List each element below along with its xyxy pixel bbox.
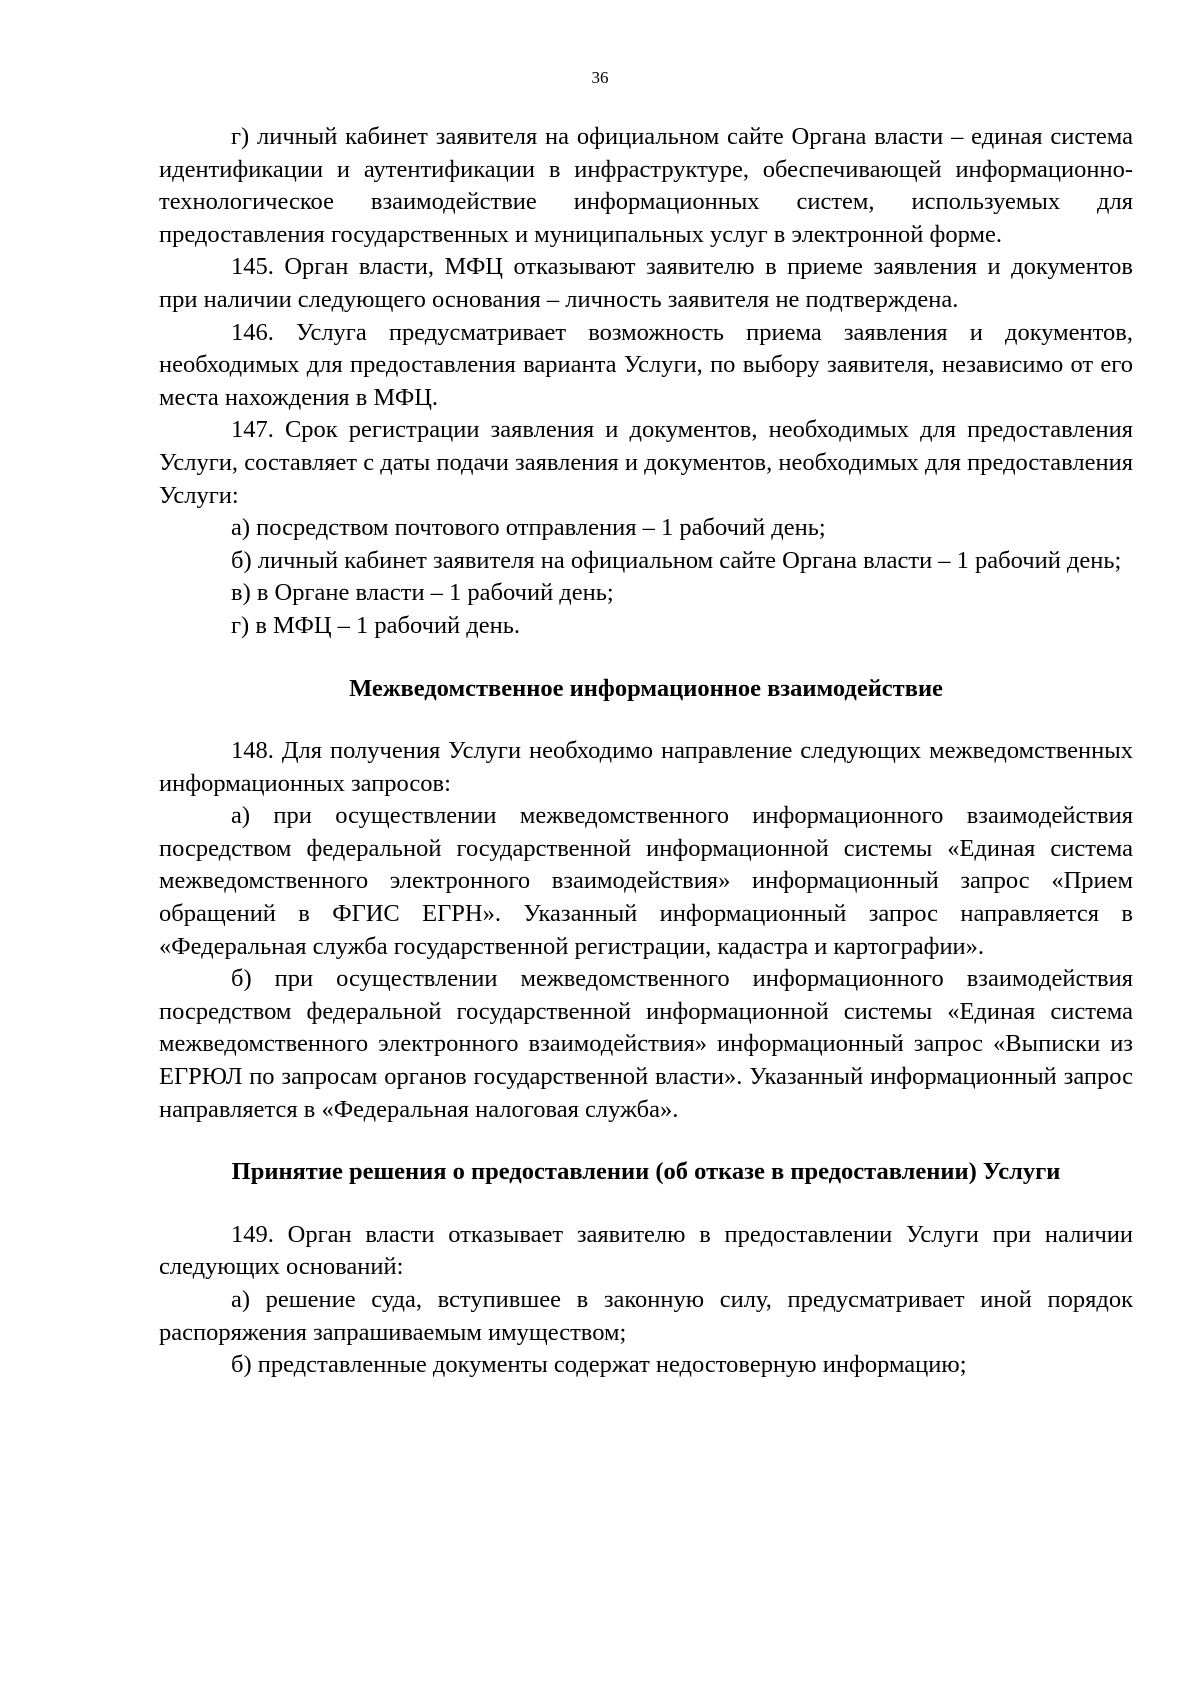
paragraph-149-item-a: а) решение суда, вступившее в законную силу, предусматривает иной порядок распоряжения запрашиваемым имуществом; [159,1286,1133,1346]
paragraph-148-item-b: б) при осуществлении межведомственного информационного взаимодействия посредством федеральной государственной информационной системы «Единая система межведомственного электронного взаимодействия» информационный запрос «Выписки из ЕГРЮЛ по запросам органов государственной власти». Указанный информационный запрос направляется в «Федеральная налоговая служба». [159,965,1133,1123]
paragraph-149-item-b: б) представленные документы содержат недостоверную информацию; [231,1351,967,1379]
page-number: 36 [591,68,609,87]
paragraph-147-item-b: б) личный кабинет заявителя на официальном сайте Органа власти – 1 рабочий день; [231,546,1122,574]
paragraph-147-item-g: г) в МФЦ – 1 рабочий день. [231,611,521,639]
paragraph-147-item-v: в) в Органе власти – 1 рабочий день; [231,579,614,607]
spacer [159,705,1133,735]
paragraph-145: 145. Орган власти, МФЦ отказывают заявителю в приеме заявления и документов при наличии следующего основания – личность заявителя не подтверждена. [159,253,1133,313]
document-body [159,121,1133,1382]
spacer [159,1126,1133,1156]
paragraph-147-item-a: а) посредством почтового отправления – 1 рабочий день; [231,514,826,542]
paragraph-149: 149. Орган власти отказывает заявителю в предоставлении Услуги при наличии следующих оснований: [159,1220,1133,1281]
spacer [159,643,1133,673]
section-heading-decision: Принятие решения о предоставлении (об отказе в предоставлении) Услуги [231,1158,1061,1186]
paragraph-146: 146. Услуга предусматривает возможность приема заявления и документов, необходимых для предоставления варианта Услуги, по выбору заявителя, независимо от его места нахождения в МФЦ. [159,318,1133,411]
spacer [159,1189,1133,1219]
paragraph-148-item-a: а) при осуществлении межведомственного информационного взаимодействия посредством федеральной государственной информационной системы «Единая система межведомственного электронного взаимодействия» информационный запрос «Прием обращений в ФГИС ЕГРН». Указанный информационный запрос направляется в «Федеральная служба государственной регистрации, кадастра и картографии». [159,802,1133,960]
section-heading-interagency: Межведомственное информационное взаимодействие [349,674,943,702]
paragraph-item-g-personal-account: г) личный кабинет заявителя на официальном сайте Органа власти – единая система идентификации и аутентификации в инфраструктуре, обеспечивающей информационно-технологическое взаимодействие информационных систем, используемых для предоставления государственных и муниципальных услуг в электронной форме. [159,123,1133,248]
paragraph-147: 147. Срок регистрации заявления и документов, необходимых для предоставления Услуги, составляет с даты подачи заявления и документов, необходимых для предоставления Услуги: [159,416,1133,509]
paragraph-148: 148. Для получения Услуги необходимо направление следующих межведомственных информационных запросов: [159,737,1133,797]
